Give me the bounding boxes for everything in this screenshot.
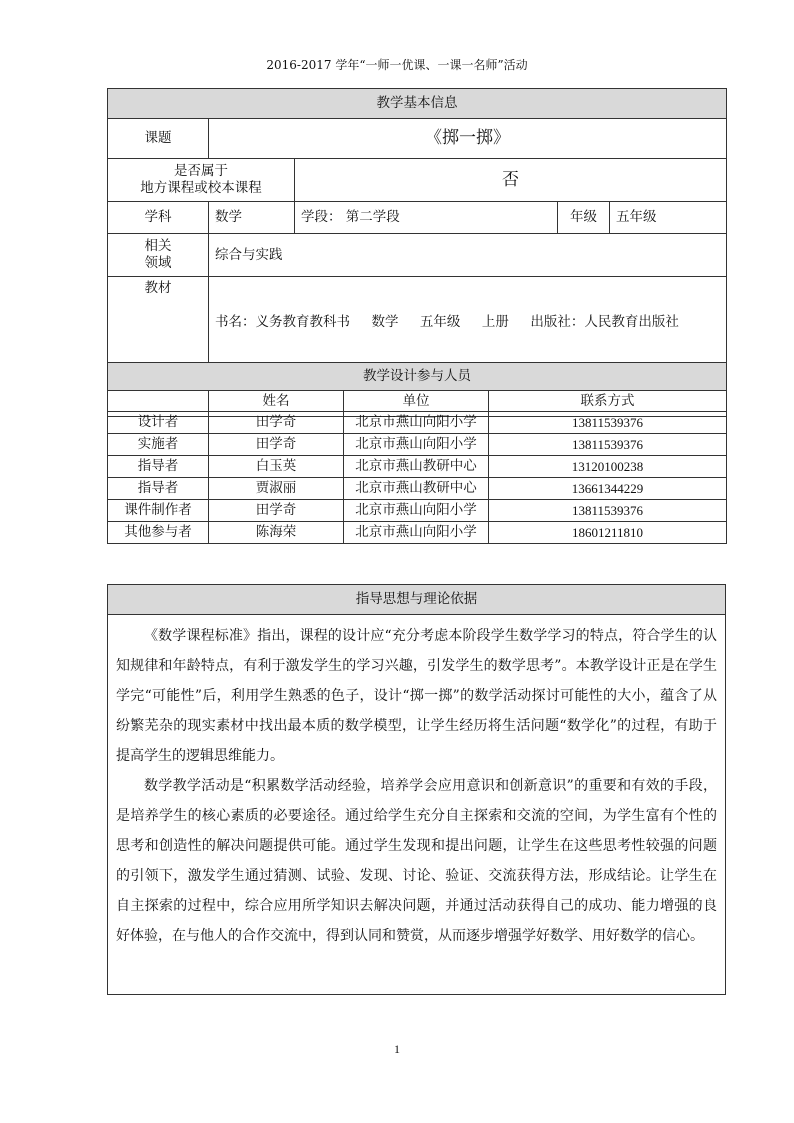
basic-info-title: 教学基本信息 <box>108 89 727 119</box>
field-label-line1: 相关 <box>144 238 172 254</box>
table-row <box>108 478 727 500</box>
name-cell: 贾淑丽 <box>209 478 344 500</box>
grade-label: 年级 <box>558 202 610 234</box>
table-row <box>108 412 727 434</box>
contact-cell: 13811539376 <box>489 412 727 434</box>
col-header-unit: 单位 <box>344 391 489 412</box>
contact-cell: 13811539376 <box>489 500 727 522</box>
field-label <box>108 234 209 277</box>
table-row <box>108 500 727 522</box>
field-value: 综合与实践 <box>209 234 727 277</box>
guidance-paragraph-1: 《数学课程标准》指出，课程的设计应“充分考虑本阶段学生数学学习的特点，符合学生的认知规律和年龄特点，有利于激发学生的学习兴趣，引发学生的数学思考”。本教学设计正是在学生学完“可能性”后，利用学生熟悉的色子，设计“掷一掷”的数学活动探讨可能性的大小，蕴含了从纷繁芜杂的现实素材中找出最本质的数学模型，让学生经历将生活问题“数学化”的过程，有助于提高学生的逻辑思维能力。 <box>116 628 717 764</box>
guidance-body <box>108 615 726 995</box>
document-header: 2016-2017 学年“一师一优课、一课一名师”活动 <box>266 58 528 72</box>
unit-cell: 北京市燕山向阳小学 <box>344 412 489 434</box>
subject-label: 学科 <box>108 202 209 234</box>
guidance-paragraph-2: 数学教学活动是“积累数学活动经验，培养学会应用意识和创新意识”的重要和有效的手段，是培养学生的核心素质的必要途径。通过给学生充分自主探索和交流的空间，为学生富有个性的思考和创造性的解决问题提供可能。通过学生发现和提出问题，让学生在这些思考性较强的问题的引领下，激发学生通过猜测、试验、发现、讨论、验证、交流获得方法，形成结论。让学生在自主探索的过程中，综合应用所学知识去解决问题，并通过活动获得自己的成功、能力增强的良好体验，在与他人的合作交流中，得到认同和赞赏，从而逐步增强学好数学、用好数学的信心。 <box>116 778 717 944</box>
table-row <box>108 456 727 478</box>
textbook-line1: 书名：义务教育教科书 数学 五年级 上册 出版社：人民教育出版社 <box>215 314 679 330</box>
name-cell: 田学奇 <box>209 434 344 456</box>
unit-cell: 北京市燕山教研中心 <box>344 456 489 478</box>
local-course-label-line2: 地方课程或校本课程 <box>140 180 262 196</box>
name-cell: 田学奇 <box>209 500 344 522</box>
stage-value: 学段： 第二学段 <box>295 202 558 234</box>
textbook-label: 教材 <box>108 277 209 417</box>
name-cell: 田学奇 <box>209 412 344 434</box>
table-row <box>108 522 727 544</box>
local-course-value: 否 <box>295 159 727 202</box>
topic-value: 《掷一掷》 <box>209 119 727 159</box>
contact-cell: 13661344229 <box>489 478 727 500</box>
name-cell: 陈海荣 <box>209 522 344 544</box>
role-cell: 其他参与者 <box>108 522 209 544</box>
local-course-label-line1: 是否属于 <box>174 163 228 179</box>
page-number: 1 <box>394 1042 400 1056</box>
table-row <box>108 434 727 456</box>
role-cell: 课件制作者 <box>108 500 209 522</box>
unit-cell: 北京市燕山向阳小学 <box>344 434 489 456</box>
guidance-table <box>107 584 726 995</box>
role-cell: 指导者 <box>108 456 209 478</box>
guidance-title: 指导思想与理论依据 <box>108 585 726 615</box>
role-cell: 实施者 <box>108 434 209 456</box>
grade-value: 五年级 <box>610 202 727 234</box>
contact-cell: 18601211810 <box>489 522 727 544</box>
role-cell: 设计者 <box>108 412 209 434</box>
unit-cell: 北京市燕山向阳小学 <box>344 522 489 544</box>
subject-value: 数学 <box>209 202 295 234</box>
topic-label: 课题 <box>108 119 209 159</box>
col-header-name: 姓名 <box>209 391 344 412</box>
role-cell: 指导者 <box>108 478 209 500</box>
name-cell: 白玉英 <box>209 456 344 478</box>
participants-title: 教学设计参与人员 <box>108 363 727 391</box>
field-label-line2: 领域 <box>144 255 172 271</box>
col-header-role <box>108 391 209 412</box>
local-course-label <box>108 159 295 202</box>
contact-cell: 13120100238 <box>489 456 727 478</box>
unit-cell: 北京市燕山向阳小学 <box>344 500 489 522</box>
participants-table <box>107 362 727 544</box>
contact-cell: 13811539376 <box>489 434 727 456</box>
col-header-contact: 联系方式 <box>489 391 727 412</box>
unit-cell: 北京市燕山教研中心 <box>344 478 489 500</box>
